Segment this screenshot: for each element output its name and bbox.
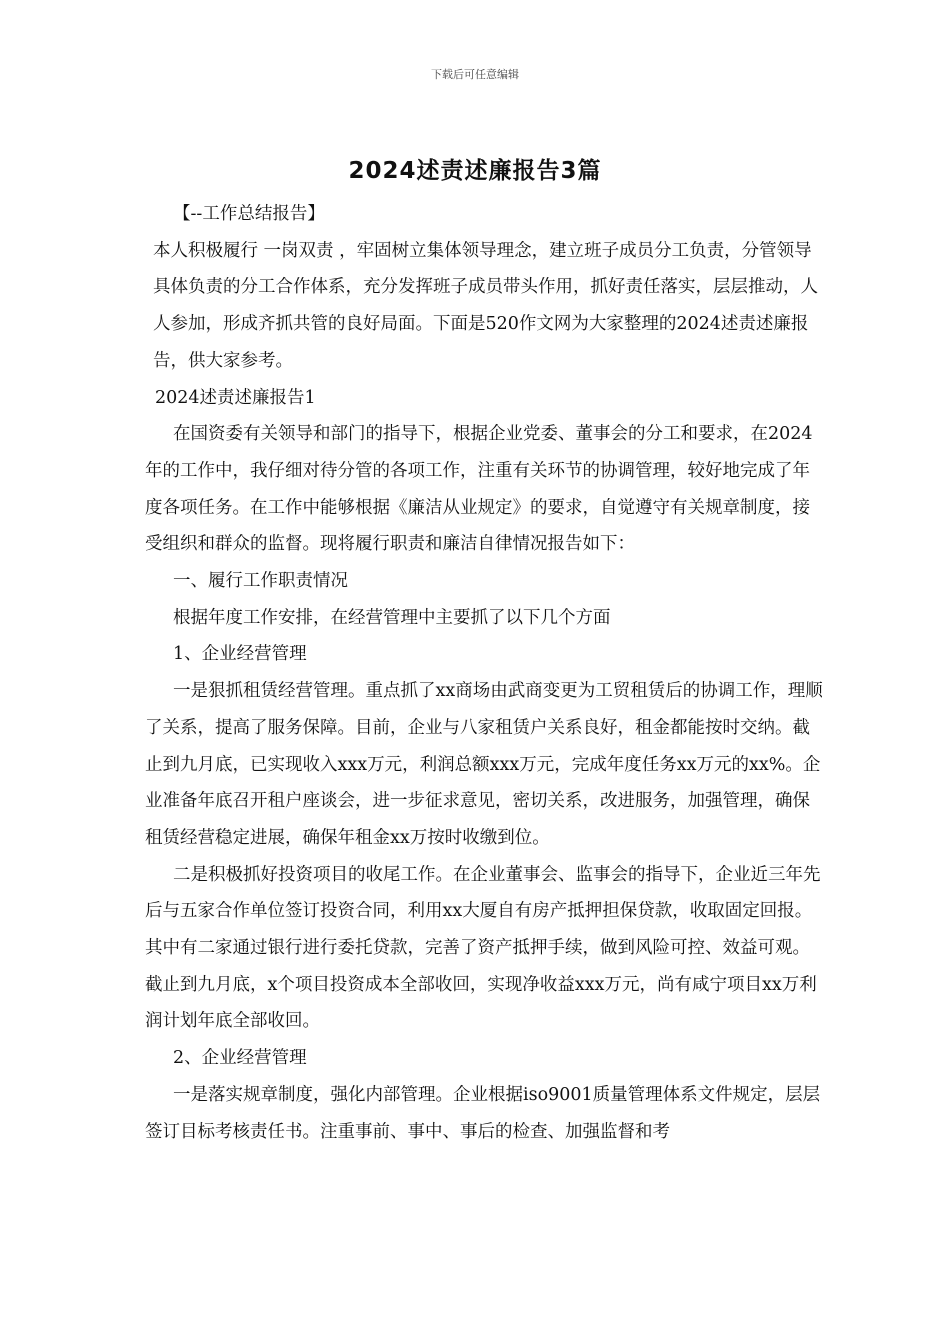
document-title: 2024述责述廉报告3篇 <box>348 158 602 184</box>
header-note: 下载后可任意编辑 <box>431 68 519 81</box>
section-tag: 【--工作总结报告】 <box>173 204 325 224</box>
report-heading: 2024述责述廉报告1 <box>155 387 316 408</box>
body-paragraph: 一是狠抓租赁经营管理。重点抓了xx商场由武商变更为工贸租赁后的协调工作，理顺了关系，提高了服务保障。目前，企业与八家租赁户关系良好，租金都能按时交纳。截止到九月底，已实现收入xxx万元，利润总额xxx万元，完成年度任务xx万元的xx%。企业准备年底召开租户座谈会，进一步征求意见，密切关系，改进服务，加强管理，确保租赁经营稳定进展，确保年租金xx万按时收缴到位。 <box>145 681 823 848</box>
body-paragraph: 二是积极抓好投资项目的收尾工作。在企业董事会、监事会的指导下，企业近三年先后与五家合作单位签订投资合同，利用xx大厦自有房产抵押担保贷款，收取固定回报。其中有二家通过银行进行委托贷款，完善了资产抵押手续，做到风险可控、效益可观。截止到九月底，x个项目投资成本全部收回，实现净收益xxx万元，尚有咸宁项目xx万利润计划年底全部收回。 <box>145 864 821 1032</box>
body-paragraph: 根据年度工作安排，在经营管理中主要抓了以下几个方面 <box>173 607 611 628</box>
section-heading: 一、履行工作职责情况 <box>173 571 348 592</box>
document-body <box>145 196 825 1150</box>
subsection-heading: 1、企业经营管理 <box>173 644 307 665</box>
intro-paragraph: 本人积极履行 一岗双责 ，牢固树立集体领导理念，建立班子成员分工负责，分管领导具体负责的分工合作体系，充分发挥班子成员带头作用，抓好责任落实，层层推动，人人参加，形成齐抓共管的良好局面。下面是520作文网为大家整理的2024述责述廉报告，供大家参考。 <box>153 240 818 371</box>
body-paragraph: 一是落实规章制度，强化内部管理。企业根据iso9001质量管理体系文件规定，层层签订目标考核责任书。注重事前、事中、事后的检查、加强监督和考 <box>145 1084 821 1142</box>
body-paragraph: 在国资委有关领导和部门的指导下，根据企业党委、董事会的分工和要求，在2024年的工作中，我仔细对待分管的各项工作，注重有关环节的协调管理，较好地完成了年度各项任务。在工作中能够根据《廉洁从业规定》的要求，自觉遵守有关规章制度，接受组织和群众的监督。现将履行职责和廉洁自律情况报告如下： <box>145 424 813 555</box>
subsection-heading: 2、企业经营管理 <box>173 1048 307 1069</box>
